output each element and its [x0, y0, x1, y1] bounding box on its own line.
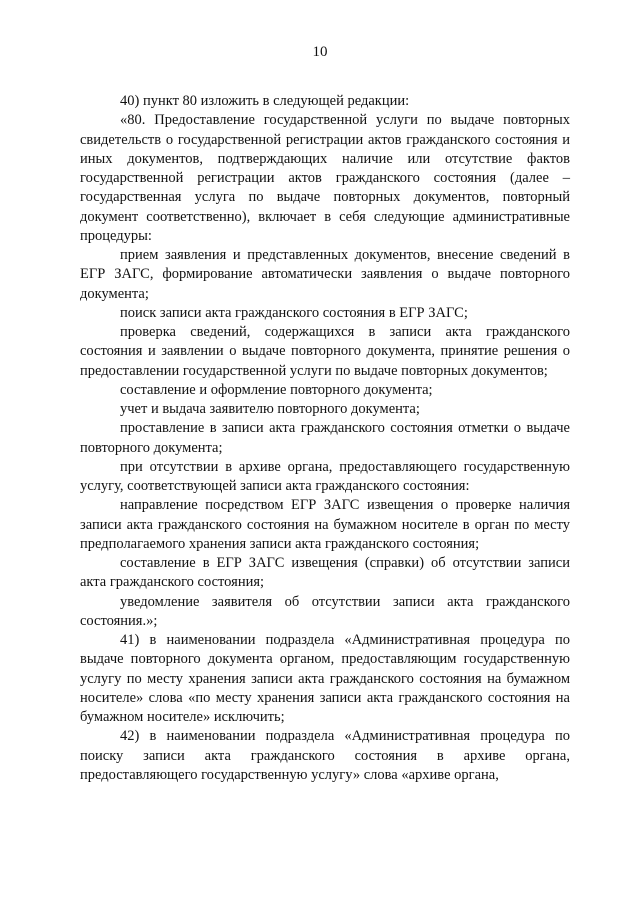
- page-number: 10: [312, 44, 328, 60]
- paragraph-procedure-reception: прием заявления и представленных документов, внесение сведений в ЕГР ЗАГС, формирование автоматически заявления о выдаче повторного документа;: [80, 247, 570, 302]
- paragraph-procedure-check: проверка сведений, содержащихся в записи акта гражданского состояния и заявлении о выдаче повторного документа, принятие решения о предоставлении государственной услуги по выдаче повторных документов;: [80, 324, 570, 379]
- paragraph-notice-absence: составление в ЕГР ЗАГС извещения (справки) об отсутствии записи акта гражданского состояния;: [80, 555, 570, 591]
- paragraph-80-intro: «80. Предоставление государственной услуги по выдаче повторных свидетельств о государственной регистрации актов гражданского состояния и иных документов, подтверждающих наличие или отсутствие фактов государственной регистрации актов гражданского состояния (далее – государственная услуга по выдаче повторных документов, повторный документ соответственно), включает в себя следующие административные процедуры:: [80, 112, 570, 244]
- document-body: [80, 92, 570, 785]
- paragraph-notify-applicant: уведомление заявителя об отсутствии записи акта гражданского состояния.»;: [80, 593, 570, 629]
- paragraph-41: 41) в наименовании подраздела «Административная процедура по выдаче повторного документа органом, предоставляющим государственную услугу по месту хранения записи акта гражданского состояния на бумажном носителе» слова «по месту хранения записи акта гражданского состояния на бумажном носителе» исключить;: [80, 632, 570, 725]
- paragraph-absence-condition: при отсутствии в архиве органа, предоставляющего государственную услугу, соответствующей записи акта гражданского состояния:: [80, 458, 570, 494]
- paragraph-40: 40) пункт 80 изложить в следующей редакции:: [120, 93, 410, 109]
- paragraph-procedure-compose: составление и оформление повторного документа;: [120, 381, 433, 398]
- paragraph-procedure-issue: учет и выдача заявителю повторного документа;: [120, 401, 420, 417]
- paragraph-42: 42) в наименовании подраздела «Административная процедура по поиску записи акта гражданского состояния в архиве органа, предоставляющего государственную услугу» слова «архиве органа,: [80, 728, 570, 783]
- paragraph-procedure-search: поиск записи акта гражданского состояния в ЕГР ЗАГС;: [120, 304, 468, 321]
- paragraph-procedure-mark: проставление в записи акта гражданского состояния отметки о выдаче повторного документа;: [80, 420, 570, 456]
- paragraph-notice-check: направление посредством ЕГР ЗАГС извещения о проверке наличия записи акта гражданского состояния на бумажном носителе в орган по месту предполагаемого хранения записи акта гражданского состояния;: [80, 497, 570, 552]
